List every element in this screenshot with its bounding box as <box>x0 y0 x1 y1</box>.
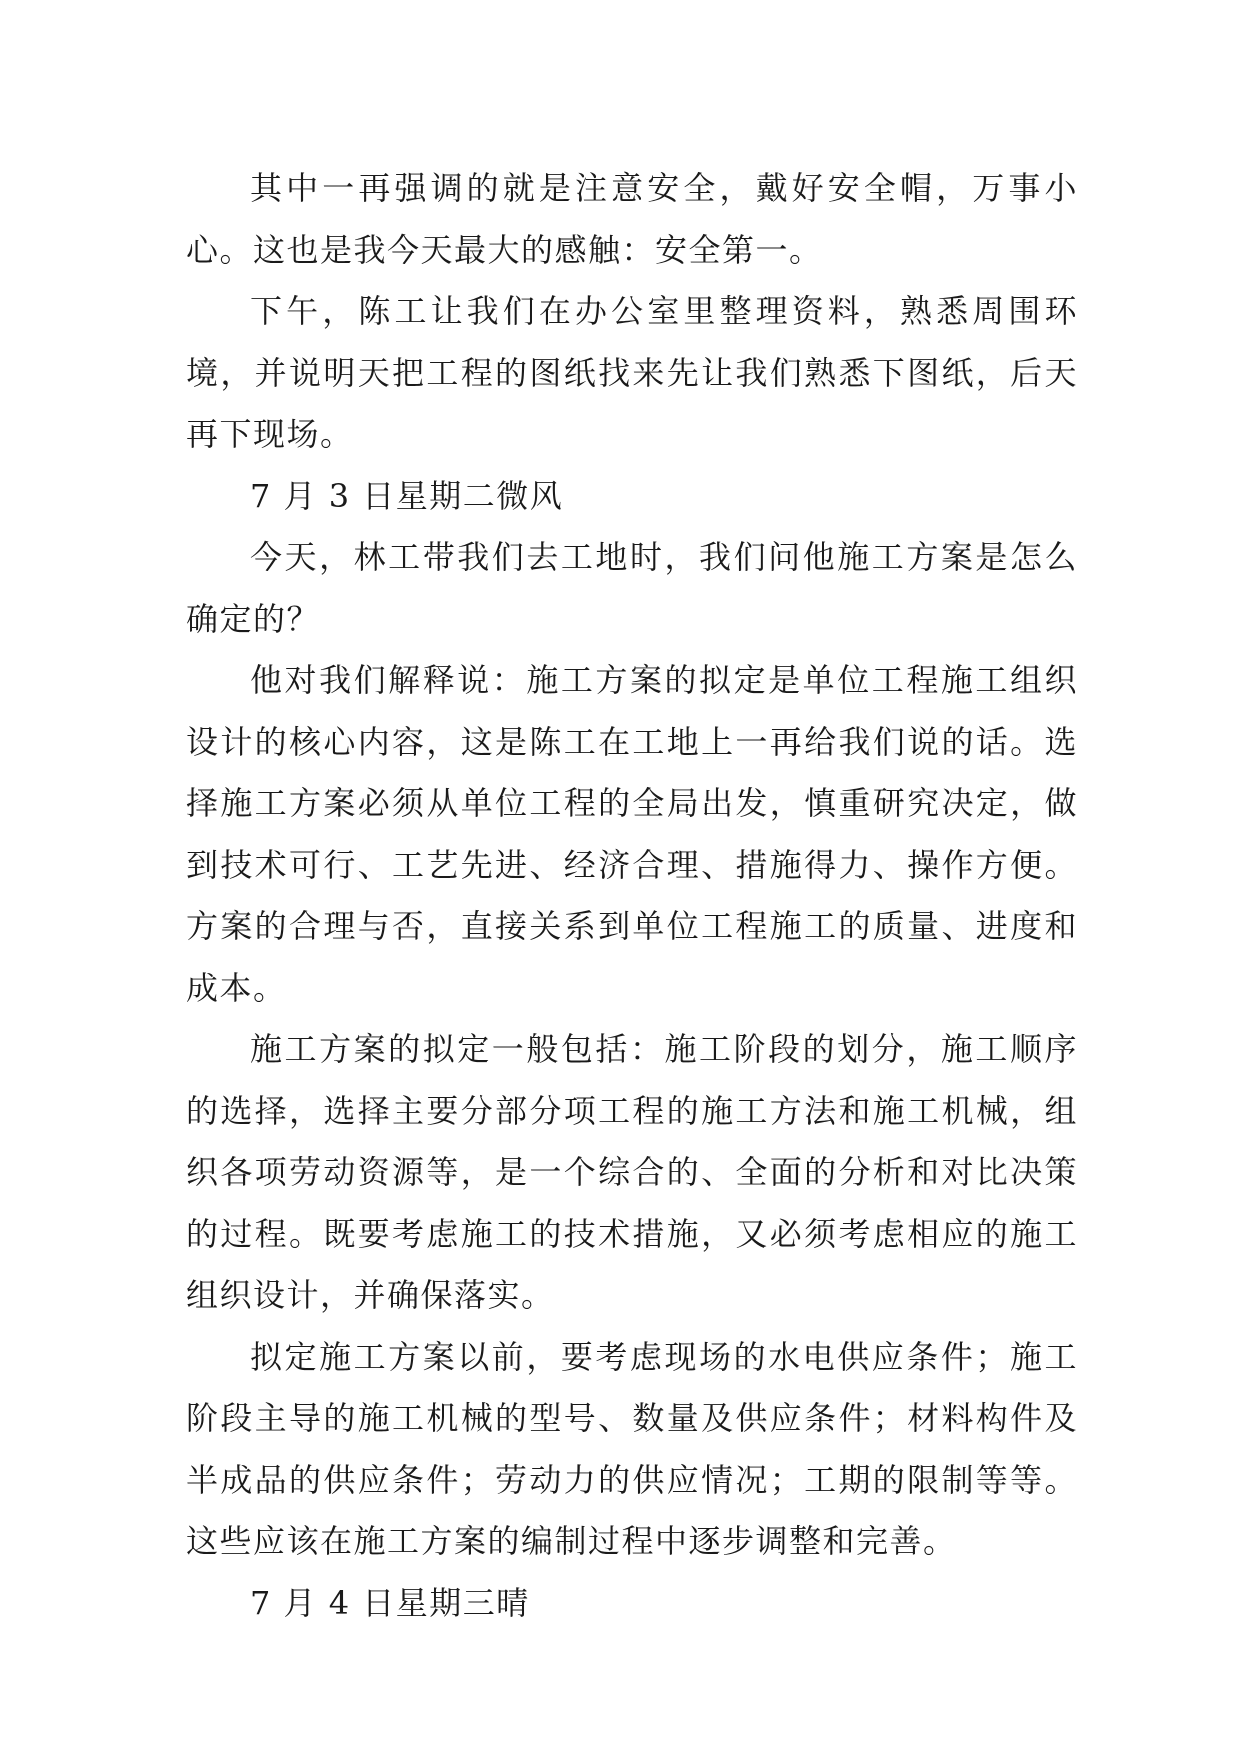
diary-date-july-3: 7 月 3 日星期二微风 <box>250 476 564 515</box>
paragraph-safety: 其中一再强调的就是注意安全，戴好安全帽，万事小心。这也是我今天最大的感触：安全第一。 <box>186 169 1078 269</box>
paragraph-preconditions: 拟定施工方案以前，要考虑现场的水电供应条件；施工阶段主导的施工机械的型号、数量及供应条件；材料构件及半成品的供应条件；劳动力的供应情况；工期的限制等等。这些应该在施工方案的编制过程中逐步调整和完善。 <box>186 1337 1078 1560</box>
paragraph-question: 今天，林工带我们去工地时，我们问他施工方案是怎么确定的？ <box>186 538 1078 638</box>
document-body <box>186 158 1078 1634</box>
paragraph-explanation: 他对我们解释说：施工方案的拟定是单位工程施工组织设计的核心内容，这是陈工在工地上一再给我们说的话。选择施工方案必须从单位工程的全局出发，慎重研究决定，做到技术可行、工艺先进、经济合理、措施得力、操作方便。方案的合理与否，直接关系到单位工程施工的质量、进度和成本。 <box>186 661 1078 1007</box>
paragraph-afternoon: 下午，陈工让我们在办公室里整理资料，熟悉周围环境，并说明天把工程的图纸找来先让我们熟悉下图纸，后天再下现场。 <box>186 292 1078 453</box>
diary-date-july-4: 7 月 4 日星期三晴 <box>250 1583 530 1622</box>
paragraph-plan-contents: 施工方案的拟定一般包括：施工阶段的划分，施工顺序的选择，选择主要分部分项工程的施工方法和施工机械，组织各项劳动资源等，是一个综合的、全面的分析和对比决策的过程。既要考虑施工的技术措施，又必须考虑相应的施工组织设计，并确保落实。 <box>186 1030 1078 1314</box>
